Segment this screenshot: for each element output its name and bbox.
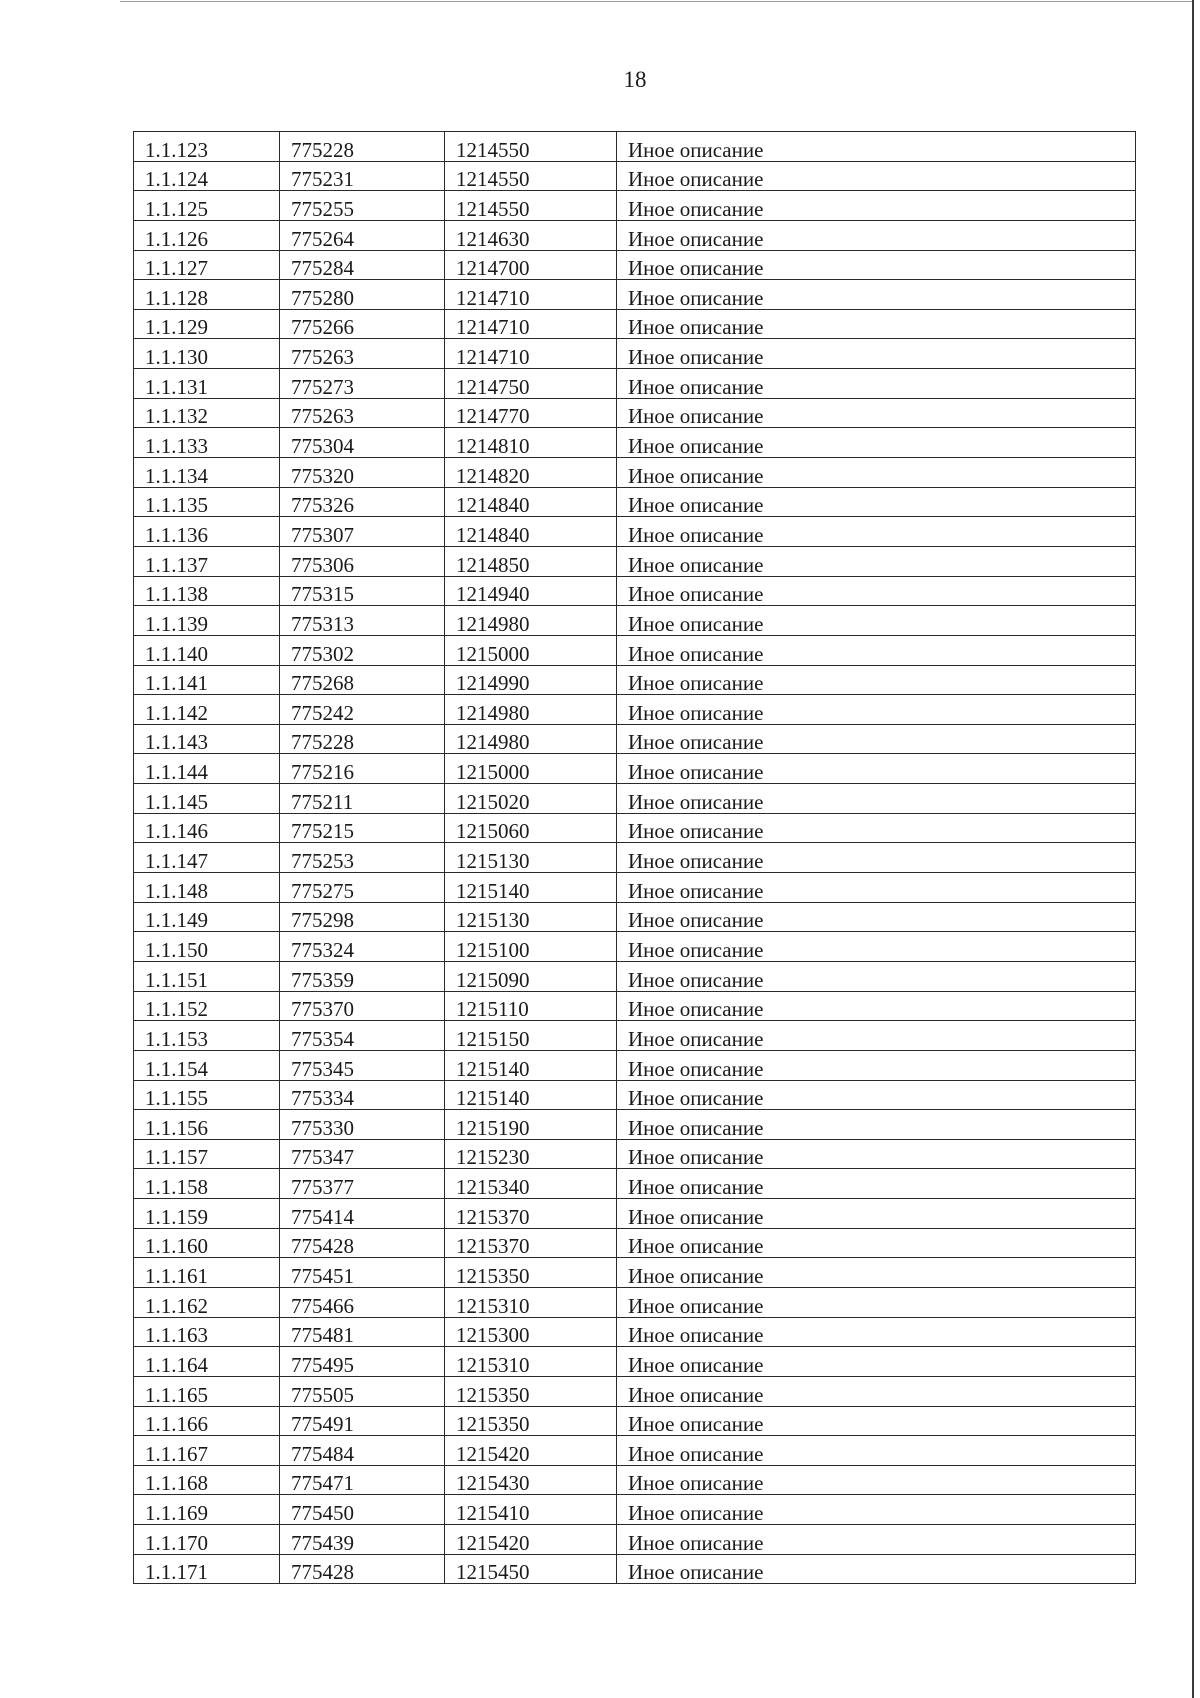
y-coordinate-cell: 1215350 — [445, 1406, 617, 1436]
x-coordinate-cell: 775263 — [280, 398, 445, 428]
y-coordinate-cell: 1215130 — [445, 843, 617, 873]
y-coordinate-cell: 1214850 — [445, 546, 617, 576]
x-coordinate-cell: 775320 — [280, 458, 445, 488]
x-coordinate-cell: 775505 — [280, 1376, 445, 1406]
table-row — [134, 784, 1136, 814]
y-coordinate-cell: 1214840 — [445, 487, 617, 517]
y-coordinate-cell: 1215370 — [445, 1228, 617, 1258]
y-coordinate-cell: 1215090 — [445, 961, 617, 991]
y-coordinate-cell: 1214770 — [445, 398, 617, 428]
x-coordinate-cell: 775280 — [280, 280, 445, 310]
table-row — [134, 1110, 1136, 1140]
table-row — [134, 576, 1136, 606]
y-coordinate-cell: 1215310 — [445, 1347, 617, 1377]
y-coordinate-cell: 1215340 — [445, 1169, 617, 1199]
x-coordinate-cell: 775302 — [280, 635, 445, 665]
description-cell: Иное описание — [617, 1050, 1136, 1080]
description-cell: Иное описание — [617, 991, 1136, 1021]
table-row — [134, 398, 1136, 428]
point-number-cell: 1.1.129 — [134, 309, 280, 339]
y-coordinate-cell: 1215060 — [445, 813, 617, 843]
description-cell: Иное описание — [617, 724, 1136, 754]
x-coordinate-cell: 775428 — [280, 1228, 445, 1258]
x-coordinate-cell: 775451 — [280, 1258, 445, 1288]
point-number-cell: 1.1.153 — [134, 1021, 280, 1051]
description-cell: Иное описание — [617, 1199, 1136, 1229]
description-cell: Иное описание — [617, 1169, 1136, 1199]
description-cell: Иное описание — [617, 1495, 1136, 1525]
point-number-cell: 1.1.133 — [134, 428, 280, 458]
point-number-cell: 1.1.140 — [134, 635, 280, 665]
description-cell: Иное описание — [617, 1436, 1136, 1466]
description-cell: Иное описание — [617, 1021, 1136, 1051]
table-row — [134, 873, 1136, 903]
description-cell: Иное описание — [617, 1376, 1136, 1406]
point-number-cell: 1.1.169 — [134, 1495, 280, 1525]
y-coordinate-cell: 1215370 — [445, 1199, 617, 1229]
table-row — [134, 546, 1136, 576]
description-cell: Иное описание — [617, 665, 1136, 695]
x-coordinate-cell: 775263 — [280, 339, 445, 369]
x-coordinate-cell: 775326 — [280, 487, 445, 517]
x-coordinate-cell: 775481 — [280, 1317, 445, 1347]
point-number-cell: 1.1.171 — [134, 1554, 280, 1584]
description-cell: Иное описание — [617, 280, 1136, 310]
point-number-cell: 1.1.135 — [134, 487, 280, 517]
table-row — [134, 339, 1136, 369]
description-cell: Иное описание — [617, 576, 1136, 606]
table-row — [134, 1199, 1136, 1229]
description-cell: Иное описание — [617, 191, 1136, 221]
point-number-cell: 1.1.163 — [134, 1317, 280, 1347]
description-cell: Иное описание — [617, 132, 1136, 162]
description-cell: Иное описание — [617, 398, 1136, 428]
table-row — [134, 1080, 1136, 1110]
point-number-cell: 1.1.154 — [134, 1050, 280, 1080]
table-row — [134, 695, 1136, 725]
description-cell: Иное описание — [617, 458, 1136, 488]
x-coordinate-cell: 775273 — [280, 369, 445, 399]
point-number-cell: 1.1.160 — [134, 1228, 280, 1258]
y-coordinate-cell: 1215310 — [445, 1287, 617, 1317]
y-coordinate-cell: 1215350 — [445, 1258, 617, 1288]
description-cell: Иное описание — [617, 250, 1136, 280]
y-coordinate-cell: 1215420 — [445, 1436, 617, 1466]
x-coordinate-cell: 775345 — [280, 1050, 445, 1080]
table-row — [134, 517, 1136, 547]
description-cell: Иное описание — [617, 1465, 1136, 1495]
table-row — [134, 132, 1136, 162]
x-coordinate-cell: 775211 — [280, 784, 445, 814]
y-coordinate-cell: 1215350 — [445, 1376, 617, 1406]
x-coordinate-cell: 775255 — [280, 191, 445, 221]
description-cell: Иное описание — [617, 1139, 1136, 1169]
description-cell: Иное описание — [617, 873, 1136, 903]
description-cell: Иное описание — [617, 339, 1136, 369]
description-cell: Иное описание — [617, 635, 1136, 665]
point-number-cell: 1.1.145 — [134, 784, 280, 814]
table-row — [134, 932, 1136, 962]
point-number-cell: 1.1.142 — [134, 695, 280, 725]
y-coordinate-cell: 1214980 — [445, 724, 617, 754]
table-row — [134, 991, 1136, 1021]
table-row — [134, 1436, 1136, 1466]
description-cell: Иное описание — [617, 487, 1136, 517]
point-number-cell: 1.1.149 — [134, 902, 280, 932]
table-row — [134, 369, 1136, 399]
description-cell: Иное описание — [617, 517, 1136, 547]
point-number-cell: 1.1.126 — [134, 220, 280, 250]
description-cell: Иное описание — [617, 1317, 1136, 1347]
table-row — [134, 191, 1136, 221]
description-cell: Иное описание — [617, 1525, 1136, 1555]
point-number-cell: 1.1.170 — [134, 1525, 280, 1555]
x-coordinate-cell: 775495 — [280, 1347, 445, 1377]
description-cell: Иное описание — [617, 220, 1136, 250]
table-row — [134, 1406, 1136, 1436]
x-coordinate-cell: 775315 — [280, 576, 445, 606]
point-number-cell: 1.1.134 — [134, 458, 280, 488]
description-cell: Иное описание — [617, 784, 1136, 814]
description-cell: Иное описание — [617, 161, 1136, 191]
x-coordinate-cell: 775307 — [280, 517, 445, 547]
y-coordinate-cell: 1214940 — [445, 576, 617, 606]
description-cell: Иное описание — [617, 309, 1136, 339]
description-cell: Иное описание — [617, 1406, 1136, 1436]
point-number-cell: 1.1.131 — [134, 369, 280, 399]
description-cell: Иное описание — [617, 843, 1136, 873]
point-number-cell: 1.1.147 — [134, 843, 280, 873]
point-number-cell: 1.1.159 — [134, 1199, 280, 1229]
description-cell: Иное описание — [617, 961, 1136, 991]
table-row — [134, 161, 1136, 191]
description-cell: Иное описание — [617, 1258, 1136, 1288]
description-cell: Иное описание — [617, 813, 1136, 843]
point-number-cell: 1.1.166 — [134, 1406, 280, 1436]
description-cell: Иное описание — [617, 428, 1136, 458]
table-row — [134, 309, 1136, 339]
table-row — [134, 665, 1136, 695]
x-coordinate-cell: 775428 — [280, 1554, 445, 1584]
x-coordinate-cell: 775347 — [280, 1139, 445, 1169]
y-coordinate-cell: 1214810 — [445, 428, 617, 458]
y-coordinate-cell: 1215190 — [445, 1110, 617, 1140]
point-number-cell: 1.1.137 — [134, 546, 280, 576]
x-coordinate-cell: 775439 — [280, 1525, 445, 1555]
description-cell: Иное описание — [617, 369, 1136, 399]
x-coordinate-cell: 775471 — [280, 1465, 445, 1495]
description-cell: Иное описание — [617, 932, 1136, 962]
x-coordinate-cell: 775466 — [280, 1287, 445, 1317]
table-row — [134, 1021, 1136, 1051]
point-number-cell: 1.1.127 — [134, 250, 280, 280]
coordinates-table-body — [134, 132, 1136, 1584]
x-coordinate-cell: 775298 — [280, 902, 445, 932]
x-coordinate-cell: 775491 — [280, 1406, 445, 1436]
point-number-cell: 1.1.151 — [134, 961, 280, 991]
x-coordinate-cell: 775268 — [280, 665, 445, 695]
table-row — [134, 635, 1136, 665]
point-number-cell: 1.1.141 — [134, 665, 280, 695]
table-row — [134, 487, 1136, 517]
point-number-cell: 1.1.144 — [134, 754, 280, 784]
table-row — [134, 1139, 1136, 1169]
description-cell: Иное описание — [617, 606, 1136, 636]
y-coordinate-cell: 1215230 — [445, 1139, 617, 1169]
x-coordinate-cell: 775228 — [280, 724, 445, 754]
point-number-cell: 1.1.158 — [134, 1169, 280, 1199]
y-coordinate-cell: 1214710 — [445, 280, 617, 310]
y-coordinate-cell: 1214980 — [445, 606, 617, 636]
y-coordinate-cell: 1214630 — [445, 220, 617, 250]
y-coordinate-cell: 1215000 — [445, 754, 617, 784]
table-row — [134, 1525, 1136, 1555]
table-row — [134, 458, 1136, 488]
y-coordinate-cell: 1215000 — [445, 635, 617, 665]
table-row — [134, 724, 1136, 754]
table-row — [134, 1169, 1136, 1199]
table-row — [134, 961, 1136, 991]
description-cell: Иное описание — [617, 1080, 1136, 1110]
x-coordinate-cell: 775231 — [280, 161, 445, 191]
point-number-cell: 1.1.155 — [134, 1080, 280, 1110]
table-row — [134, 813, 1136, 843]
x-coordinate-cell: 775242 — [280, 695, 445, 725]
description-cell: Иное описание — [617, 695, 1136, 725]
table-row — [134, 428, 1136, 458]
table-row — [134, 1258, 1136, 1288]
point-number-cell: 1.1.125 — [134, 191, 280, 221]
page-right-edge — [1192, 0, 1194, 1698]
y-coordinate-cell: 1214700 — [445, 250, 617, 280]
y-coordinate-cell: 1215110 — [445, 991, 617, 1021]
x-coordinate-cell: 775313 — [280, 606, 445, 636]
point-number-cell: 1.1.167 — [134, 1436, 280, 1466]
table-row — [134, 1317, 1136, 1347]
x-coordinate-cell: 775266 — [280, 309, 445, 339]
table-row — [134, 843, 1136, 873]
x-coordinate-cell: 775275 — [280, 873, 445, 903]
table-row — [134, 1287, 1136, 1317]
table-row — [134, 1465, 1136, 1495]
x-coordinate-cell: 775354 — [280, 1021, 445, 1051]
point-number-cell: 1.1.139 — [134, 606, 280, 636]
x-coordinate-cell: 775377 — [280, 1169, 445, 1199]
y-coordinate-cell: 1215140 — [445, 873, 617, 903]
y-coordinate-cell: 1214550 — [445, 132, 617, 162]
y-coordinate-cell: 1214750 — [445, 369, 617, 399]
point-number-cell: 1.1.152 — [134, 991, 280, 1021]
coordinates-table — [133, 131, 1136, 1584]
point-number-cell: 1.1.150 — [134, 932, 280, 962]
y-coordinate-cell: 1214990 — [445, 665, 617, 695]
point-number-cell: 1.1.156 — [134, 1110, 280, 1140]
table-row — [134, 606, 1136, 636]
table-row — [134, 280, 1136, 310]
description-cell: Иное описание — [617, 1228, 1136, 1258]
x-coordinate-cell: 775253 — [280, 843, 445, 873]
table-row — [134, 1347, 1136, 1377]
point-number-cell: 1.1.128 — [134, 280, 280, 310]
y-coordinate-cell: 1215300 — [445, 1317, 617, 1347]
y-coordinate-cell: 1214820 — [445, 458, 617, 488]
point-number-cell: 1.1.157 — [134, 1139, 280, 1169]
point-number-cell: 1.1.143 — [134, 724, 280, 754]
y-coordinate-cell: 1215420 — [445, 1525, 617, 1555]
y-coordinate-cell: 1215140 — [445, 1080, 617, 1110]
point-number-cell: 1.1.136 — [134, 517, 280, 547]
x-coordinate-cell: 775484 — [280, 1436, 445, 1466]
point-number-cell: 1.1.162 — [134, 1287, 280, 1317]
description-cell: Иное описание — [617, 1287, 1136, 1317]
point-number-cell: 1.1.124 — [134, 161, 280, 191]
point-number-cell: 1.1.132 — [134, 398, 280, 428]
page-top-edge — [120, 1, 1194, 2]
y-coordinate-cell: 1214980 — [445, 695, 617, 725]
point-number-cell: 1.1.168 — [134, 1465, 280, 1495]
y-coordinate-cell: 1215430 — [445, 1465, 617, 1495]
y-coordinate-cell: 1215140 — [445, 1050, 617, 1080]
x-coordinate-cell: 775306 — [280, 546, 445, 576]
point-number-cell: 1.1.161 — [134, 1258, 280, 1288]
description-cell: Иное описание — [617, 1110, 1136, 1140]
page-number: 18 — [623, 67, 647, 92]
table-row — [134, 1495, 1136, 1525]
point-number-cell: 1.1.146 — [134, 813, 280, 843]
table-row — [134, 1554, 1136, 1584]
y-coordinate-cell: 1215130 — [445, 902, 617, 932]
table-row — [134, 1050, 1136, 1080]
description-cell: Иное описание — [617, 902, 1136, 932]
description-cell: Иное описание — [617, 1554, 1136, 1584]
x-coordinate-cell: 775450 — [280, 1495, 445, 1525]
y-coordinate-cell: 1214710 — [445, 309, 617, 339]
x-coordinate-cell: 775228 — [280, 132, 445, 162]
point-number-cell: 1.1.138 — [134, 576, 280, 606]
table-row — [134, 250, 1136, 280]
description-cell: Иное описание — [617, 754, 1136, 784]
y-coordinate-cell: 1215020 — [445, 784, 617, 814]
table-row — [134, 220, 1136, 250]
x-coordinate-cell: 775370 — [280, 991, 445, 1021]
point-number-cell: 1.1.130 — [134, 339, 280, 369]
description-cell: Иное описание — [617, 1347, 1136, 1377]
x-coordinate-cell: 775304 — [280, 428, 445, 458]
y-coordinate-cell: 1214550 — [445, 161, 617, 191]
x-coordinate-cell: 775324 — [280, 932, 445, 962]
x-coordinate-cell: 775330 — [280, 1110, 445, 1140]
y-coordinate-cell: 1215150 — [445, 1021, 617, 1051]
point-number-cell: 1.1.148 — [134, 873, 280, 903]
x-coordinate-cell: 775216 — [280, 754, 445, 784]
point-number-cell: 1.1.164 — [134, 1347, 280, 1377]
x-coordinate-cell: 775414 — [280, 1199, 445, 1229]
y-coordinate-cell: 1214840 — [445, 517, 617, 547]
table-row — [134, 1228, 1136, 1258]
table-row — [134, 902, 1136, 932]
y-coordinate-cell: 1215450 — [445, 1554, 617, 1584]
y-coordinate-cell: 1215100 — [445, 932, 617, 962]
y-coordinate-cell: 1214550 — [445, 191, 617, 221]
point-number-cell: 1.1.123 — [134, 132, 280, 162]
table-row — [134, 754, 1136, 784]
x-coordinate-cell: 775334 — [280, 1080, 445, 1110]
y-coordinate-cell: 1214710 — [445, 339, 617, 369]
x-coordinate-cell: 775264 — [280, 220, 445, 250]
table-row — [134, 1376, 1136, 1406]
x-coordinate-cell: 775359 — [280, 961, 445, 991]
x-coordinate-cell: 775215 — [280, 813, 445, 843]
description-cell: Иное описание — [617, 546, 1136, 576]
y-coordinate-cell: 1215410 — [445, 1495, 617, 1525]
x-coordinate-cell: 775284 — [280, 250, 445, 280]
point-number-cell: 1.1.165 — [134, 1376, 280, 1406]
